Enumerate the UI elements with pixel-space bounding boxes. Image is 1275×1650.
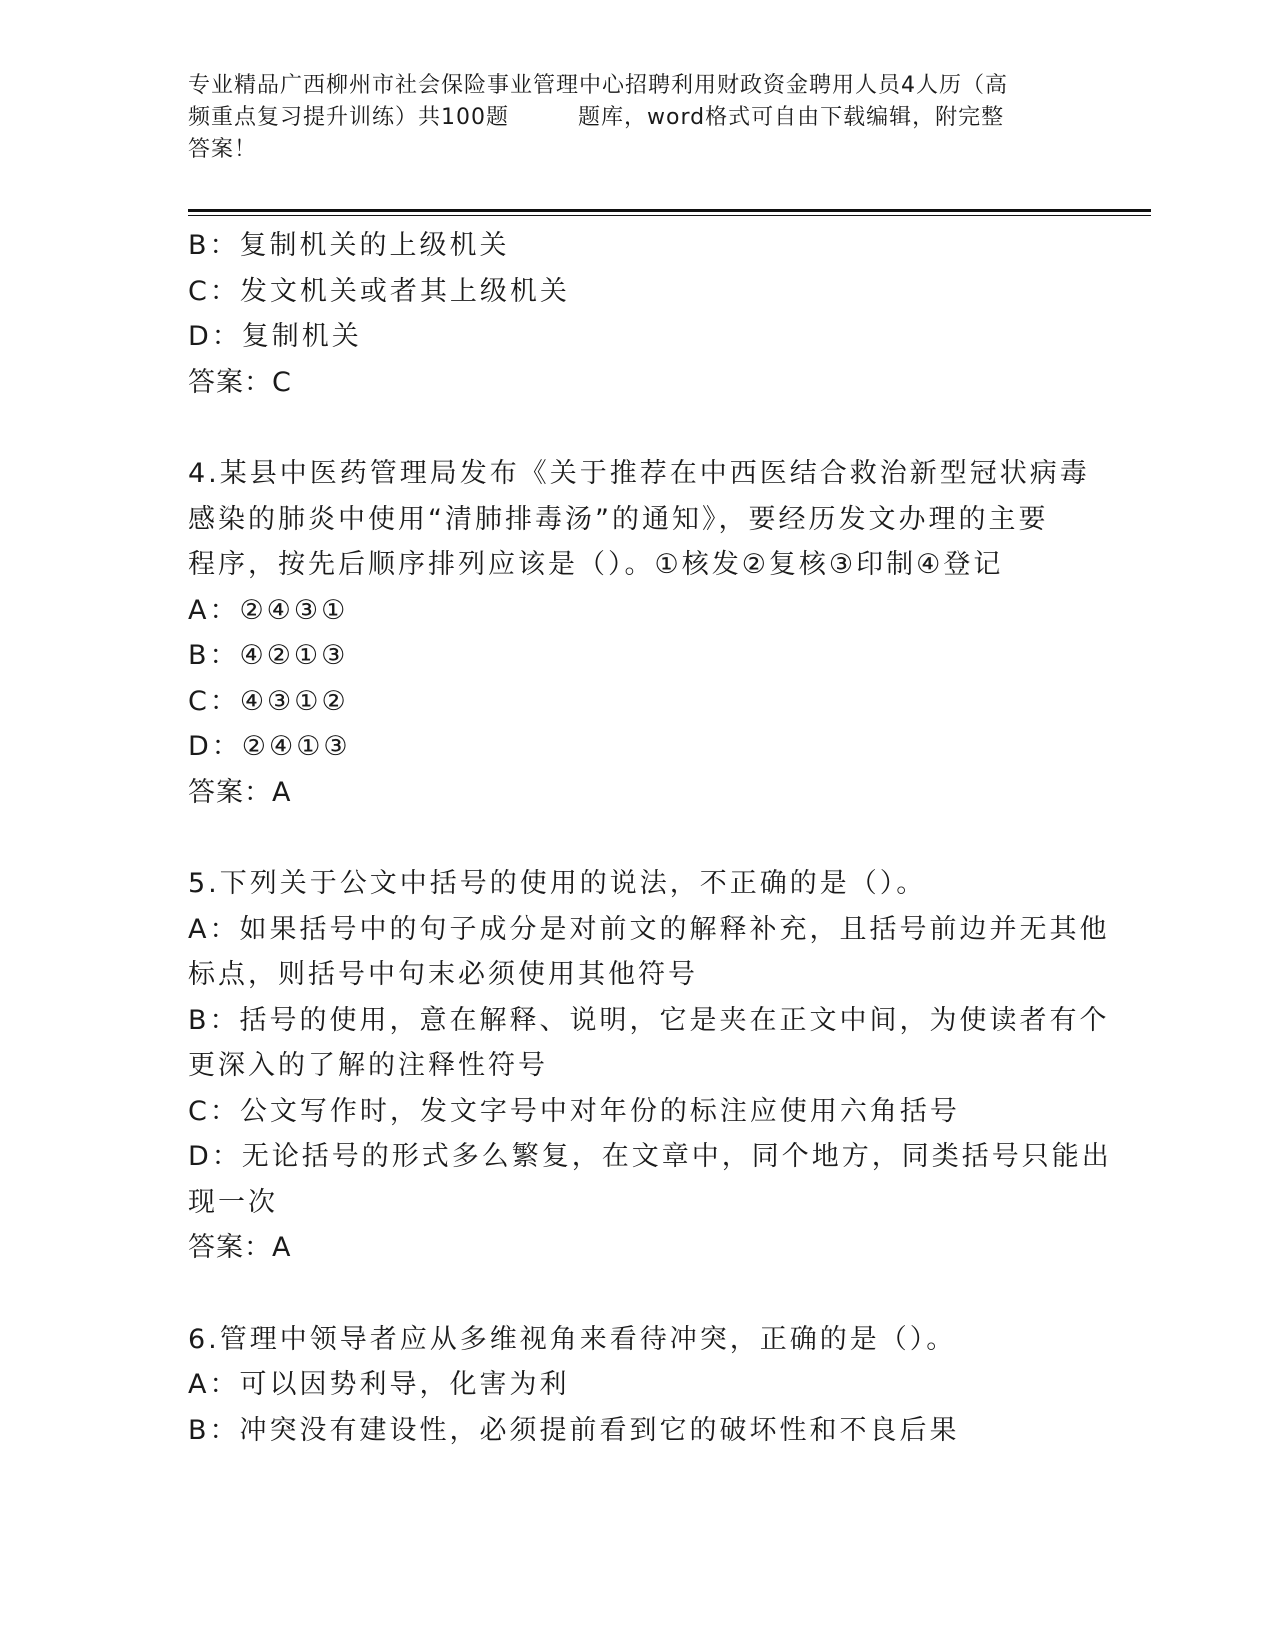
q3-option-b: B：复制机关的上级机关 [188, 230, 510, 261]
q6-stem: 6.管理中领导者应从多维视角来看待冲突，正确的是（）。 [188, 1323, 957, 1355]
header-line-3: 答案！ [188, 137, 258, 162]
q4-stem-line-2: 感染的肺炎中使用“清肺排毒汤”的通知》，要经历发文办理的主要 [188, 503, 1049, 535]
question-3 [188, 223, 1088, 405]
q4-answer: 答案：A [188, 776, 292, 808]
q5-option-d-line-2: 现一次 [188, 1186, 278, 1218]
q3-option-d: D：复制机关 [188, 321, 362, 352]
q5-option-c: C：公文写作时，发文字号中对年份的标注应使用六角括号 [188, 1095, 960, 1127]
header-divider-thick [188, 209, 1151, 212]
q5-option-a-line-1: A：如果括号中的句子成分是对前文的解释补充，且括号前边并无其他 [188, 913, 1110, 945]
document-body [188, 223, 1112, 1453]
q5-option-b-line-1: B：括号的使用，意在解释、说明，它是夹在正文中间，为使读者有个 [188, 1004, 1110, 1036]
q5-option-b-line-2: 更深入的了解的注释性符号 [188, 1050, 548, 1081]
header-divider-thin [188, 215, 1151, 216]
q6-option-b: B：冲突没有建设性，必须提前看到它的破坏性和不良后果 [188, 1414, 960, 1446]
q5-answer: 答案：A [188, 1232, 292, 1263]
q4-option-a: A：②④③① [188, 594, 349, 626]
q4-option-d: D：②④①③ [188, 731, 351, 762]
q4-option-b: B：④②①③ [188, 640, 349, 671]
question-6 [188, 1317, 1088, 1454]
q5-option-a-line-2: 标点，则括号中句末必须使用其他符号 [188, 959, 698, 990]
header-line-2: 频重点复习提升训练）共100题 题库，word格式可自由下载编辑，附完整 [188, 105, 1005, 130]
q4-option-c: C：④③①② [188, 685, 349, 717]
q3-answer: 答案：C [188, 366, 292, 398]
question-4 [188, 451, 1088, 815]
q3-option-c: C：发文机关或者其上级机关 [188, 275, 570, 307]
header-line-1: 专业精品广西柳州市社会保险事业管理中心招聘利用财政资金聘用人员4人历（高 [188, 73, 1008, 98]
q5-stem: 5.下列关于公文中括号的使用的说法，不正确的是（）。 [188, 868, 927, 899]
question-5 [188, 861, 1112, 1271]
q4-stem-line-1: 4.某县中医药管理局发布《关于推荐在中西医结合救治新型冠状病毒 [188, 458, 1090, 489]
document-header [188, 70, 1088, 166]
q6-option-a: A：可以因势利导，化害为利 [188, 1369, 570, 1400]
q4-stem-line-3: 程序，按先后顺序排列应该是（）。①核发②复核③印制④登记 [188, 549, 1004, 580]
q5-option-d-line-1: D：无论括号的形式多么繁复，在文章中，同个地方，同类括号只能出 [188, 1141, 1112, 1172]
